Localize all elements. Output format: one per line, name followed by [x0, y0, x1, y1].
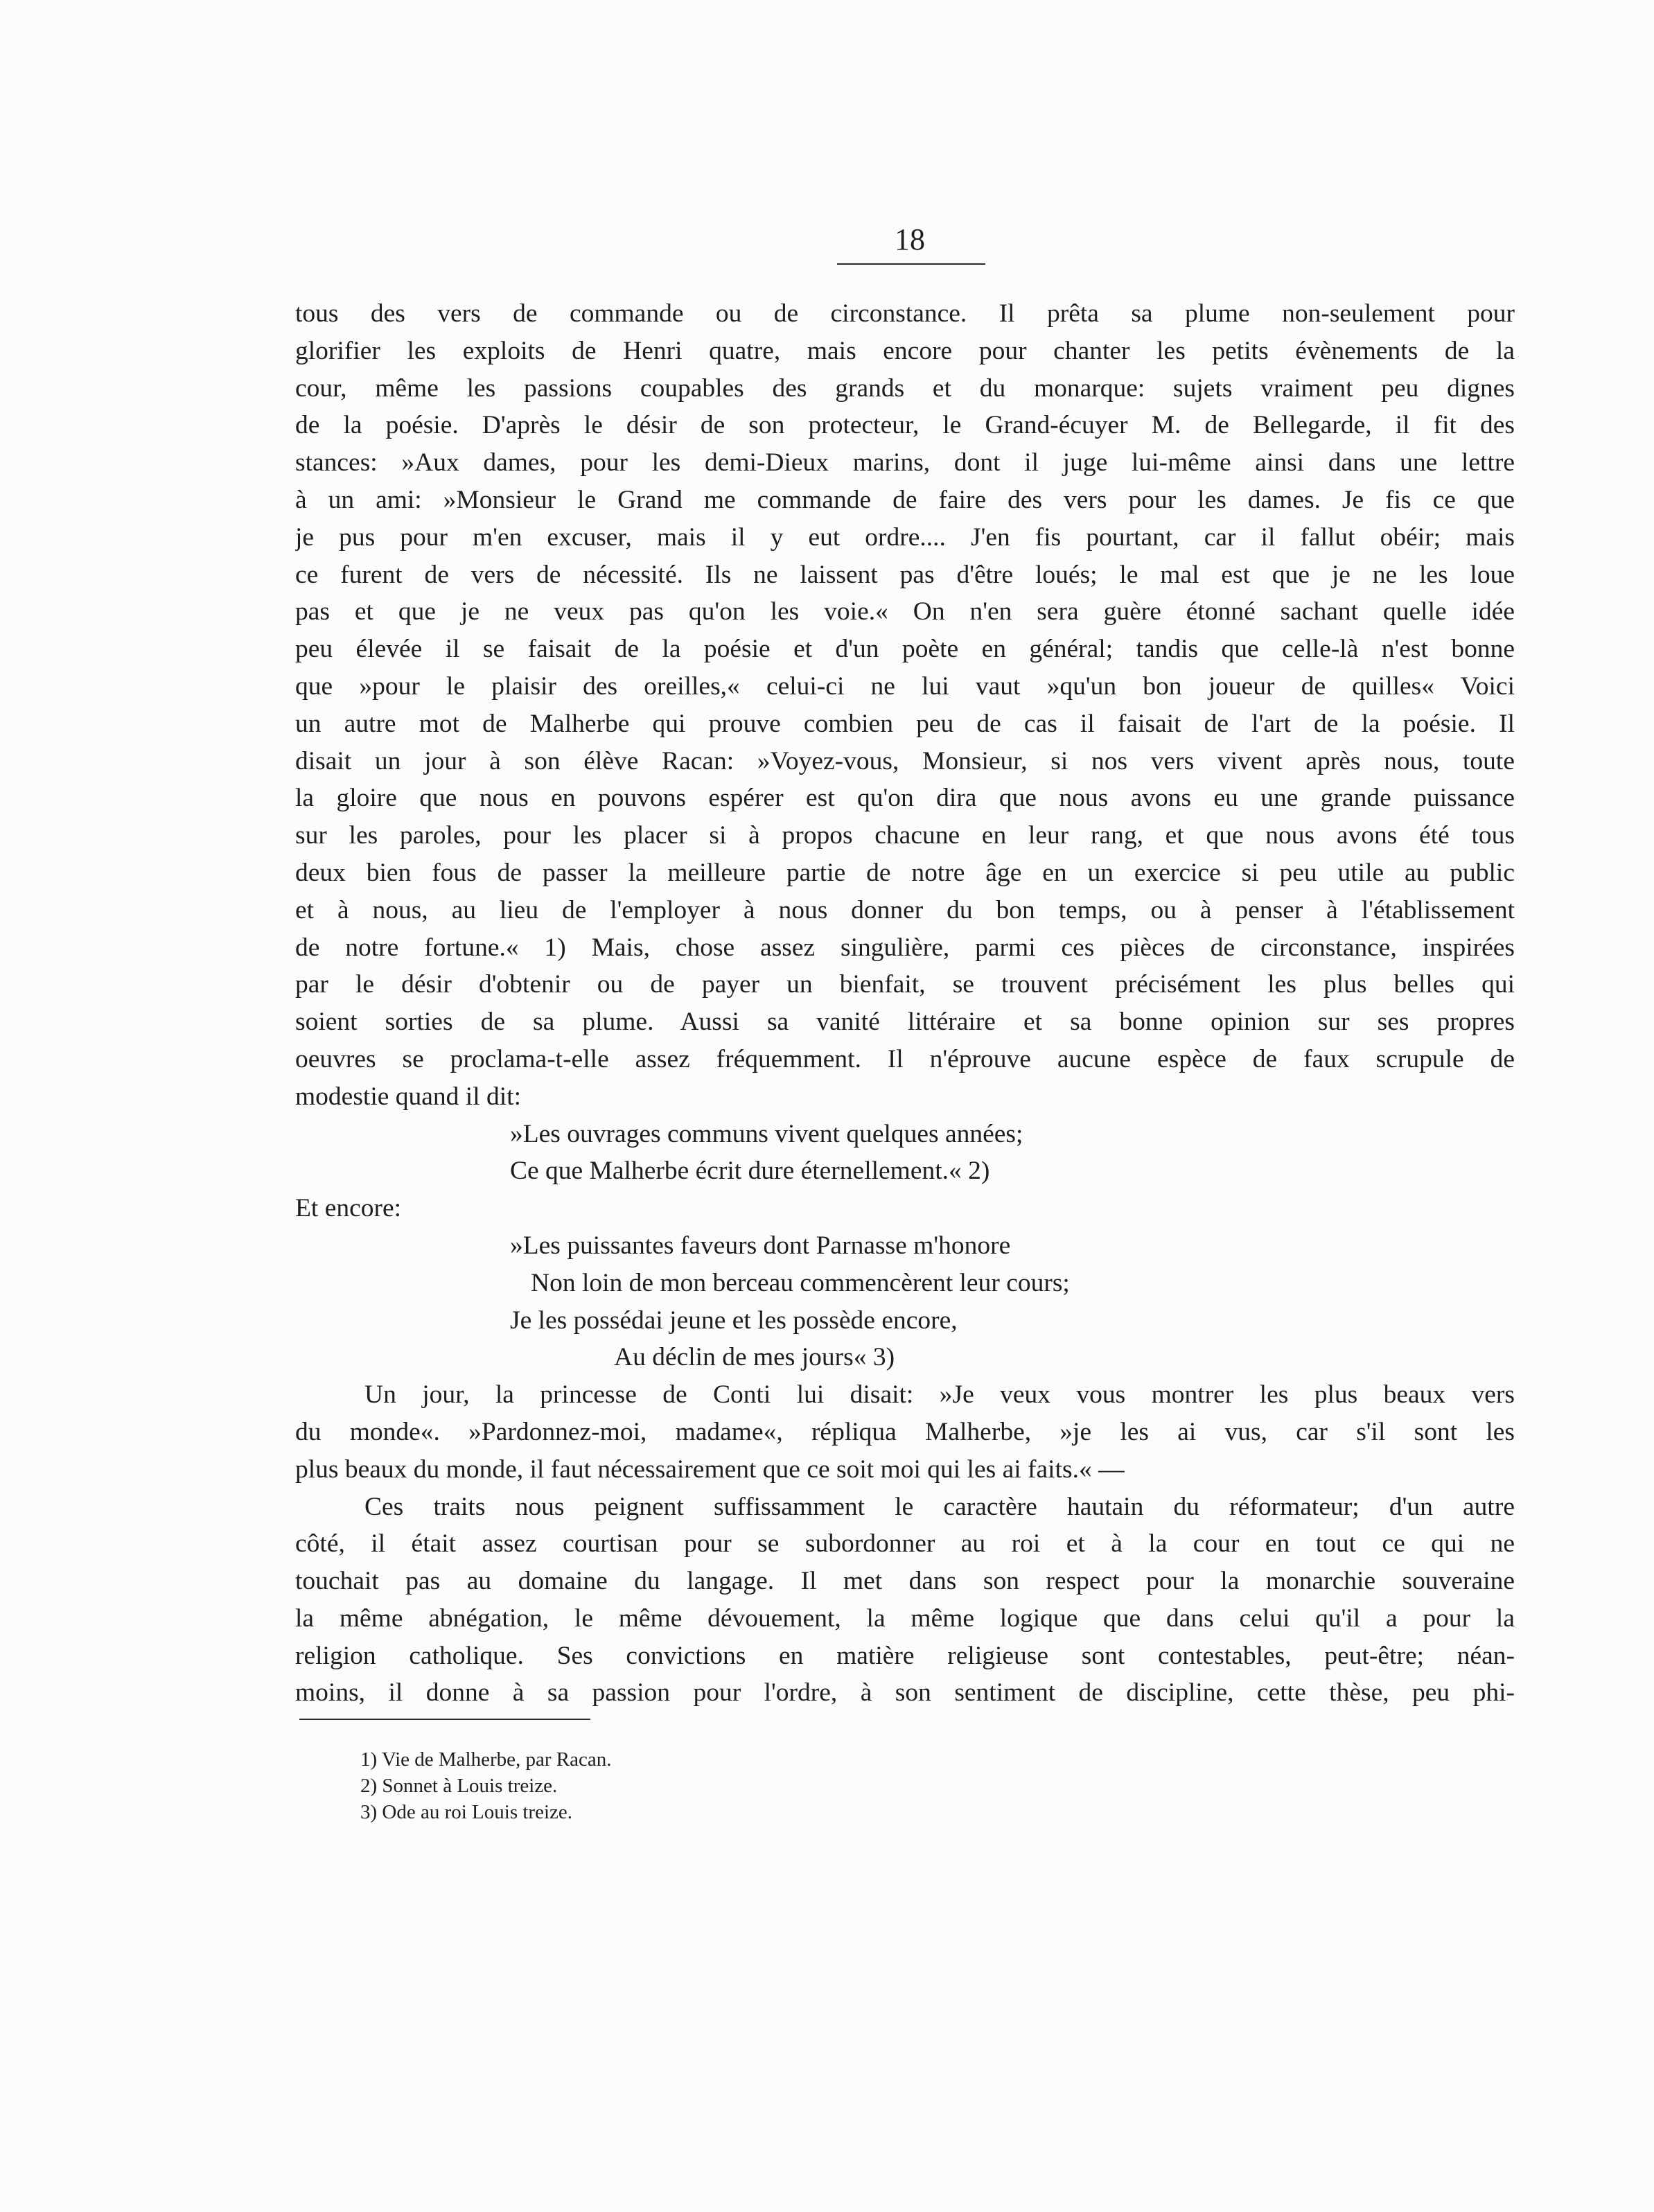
text-line: à un ami: »Monsieur le Grand me commande de faire des vers pour les dames. Je fis ce que	[295, 485, 1515, 514]
text-line: disait un jour à son élève Racan: »Voyez-vous, Monsieur, si nos vers vivent après nous, toute	[295, 746, 1515, 775]
text-line: glorifier les exploits de Henri quatre, mais encore pour chanter les petits évènements de la	[295, 336, 1515, 365]
text-line: pas et que je ne veux pas qu'on les voie.« On n'en sera guère étonné sachant quelle idée	[295, 597, 1515, 626]
text-line: de notre fortune.« 1) Mais, chose assez singulière, parmi ces pièces de circonstance, inspirées	[295, 933, 1515, 962]
text-line: sur les paroles, pour les placer si à propos chacune en leur rang, et que nous avons été tous	[295, 821, 1515, 850]
text-line: côté, il était assez courtisan pour se subordonner au roi et à la cour en tout ce qui ne	[295, 1529, 1515, 1559]
text-line: du monde«. »Pardonnez-moi, madame«, répliqua Malherbe, »je les ai vus, car s'il sont les	[295, 1417, 1515, 1446]
text-line: je pus pour m'en excuser, mais il y eut ordre.... J'en fis pourtant, car il fallut obéir; mais	[295, 523, 1515, 552]
text-line: la même abnégation, le même dévouement, la même logique que dans celui qu'il a pour la	[295, 1604, 1515, 1633]
verse-line: Non loin de mon berceau commencèrent leur cours;	[531, 1268, 1070, 1297]
text-line: par le désir d'obtenir ou de payer un bienfait, se trouvent précisément les plus belles qui	[295, 970, 1515, 999]
page-number: 18	[895, 222, 925, 256]
text-line: et à nous, au lieu de l'employer à nous donner du bon temps, ou à penser à l'établissement	[295, 895, 1515, 924]
text-line: peu élevée il se faisait de la poésie et d'un poète en général; tandis que celle-là n'est bonne	[295, 635, 1515, 664]
footnotes	[360, 1746, 1192, 1825]
verse-line: »Les puissantes faveurs dont Parnasse m'honore	[510, 1231, 1011, 1260]
text-line: ce furent de vers de nécessité. Ils ne laissent pas d'être loués; le mal est que je ne les loue	[295, 560, 1515, 589]
text-line: que »pour le plaisir des oreilles,« celui-ci ne lui vaut »qu'un bon joueur de quilles« Voici	[295, 672, 1515, 701]
text-line: modestie quand il dit:	[295, 1082, 522, 1111]
text-line: stances: »Aux dames, pour les demi-Dieux marins, dont il juge lui-même ainsi dans une lettre	[295, 448, 1515, 477]
text-line: cour, même les passions coupables des grands et du monarque: sujets vraiment peu dignes	[295, 374, 1515, 403]
verse-line: Je les possédai jeune et les possède encore,	[510, 1306, 958, 1335]
verse-line: Au déclin de mes jours« 3)	[614, 1343, 895, 1372]
text-line: Un jour, la princesse de Conti lui disait: »Je veux vous montrer les plus beaux vers	[364, 1380, 1515, 1410]
verse-line: »Les ouvrages communs vivent quelques années;	[510, 1119, 1023, 1148]
text-line: religion catholique. Ses convictions en matière religieuse sont contestables, peut-être; néan-	[295, 1641, 1515, 1670]
text-line: touchait pas au domaine du langage. Il met dans son respect pour la monarchie souveraine	[295, 1567, 1515, 1596]
footnote: 2) Sonnet à Louis treize.	[360, 1775, 558, 1797]
text-line: soient sorties de sa plume. Aussi sa vanité littéraire et sa bonne opinion sur ses propres	[295, 1008, 1515, 1037]
text-line: oeuvres se proclama-t-elle assez fréquemment. Il n'éprouve aucune espèce de faux scrupule de	[295, 1044, 1515, 1073]
text-line: Et encore:	[295, 1194, 402, 1223]
text-line: Ces traits nous peignent suffissamment le caractère hautain du réformateur; d'un autre	[364, 1492, 1515, 1521]
footnote: 1) Vie de Malherbe, par Racan.	[360, 1748, 612, 1771]
text-line: tous des vers de commande ou de circonstance. Il prêta sa plume non-seulement pour	[295, 299, 1515, 328]
footnote: 3) Ode au roi Louis treize.	[360, 1801, 573, 1823]
text-line: moins, il donne à sa passion pour l'ordre, à son sentiment de discipline, cette thèse, peu phi-	[295, 1678, 1515, 1708]
text-line: un autre mot de Malherbe qui prouve combien peu de cas il faisait de l'art de la poésie. Il	[295, 709, 1515, 738]
text-line: deux bien fous de passer la meilleure partie de notre âge en un exercice si peu utile au public	[295, 858, 1515, 887]
text-line: de la poésie. D'après le désir de son protecteur, le Grand-écuyer M. de Bellegarde, il fit des	[295, 411, 1515, 440]
text-line: plus beaux du monde, il faut nécessairement que ce soit moi qui les ai faits.« —	[295, 1455, 1125, 1484]
body-text	[295, 295, 1515, 1712]
text-line: la gloire que nous en pouvons espérer est qu'on dira que nous avons eu une grande puissance	[295, 784, 1515, 813]
footnote-rule	[299, 1719, 590, 1720]
verse-line: Ce que Malherbe écrit dure éternellement.« 2)	[510, 1157, 990, 1186]
page-number-rule	[837, 263, 985, 265]
